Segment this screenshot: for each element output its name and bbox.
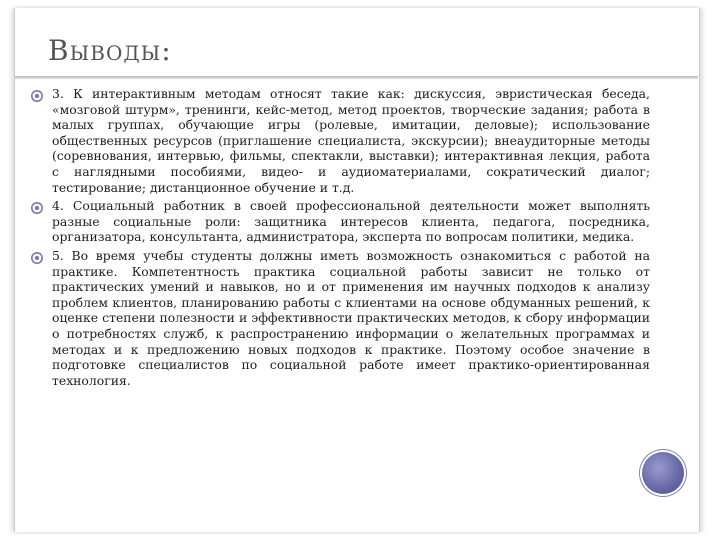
bullet-text: 5. Во время учебы студенты должны иметь возможность ознакомиться с работой на практике. Компетентность практика социальной работы зависит не только от практических умений и навыков, но и от применения им научных подходов к анализу проблем клиентов, планированию работы с клиентами на основе обдуманных решений, к оценке степени полезности и эффективности практических методов, к сбору информации о потребностях служб, к распространению информации о желательных программах и методах и к предложению новых подходов к практике. Поэтому особое значение в подготовке специалистов по социальной работе имеет практико-ориентированная технология. bbox=[52, 247, 650, 388]
bullet-list bbox=[30, 86, 650, 391]
radio-circle-icon bbox=[30, 251, 44, 265]
radio-circle-icon bbox=[30, 201, 44, 215]
purple-dot-icon bbox=[642, 452, 684, 494]
title-divider bbox=[14, 76, 698, 79]
slide-title: Выводы: bbox=[48, 34, 172, 67]
bullet-item bbox=[30, 86, 650, 195]
bullet-text: 4. Социальный работник в своей профессиональной деятельности может выполнять разные социальные роли: защитника интересов клиента, педагога, посредника, организатора, консультанта, администратора, эксперта по вопросам политики, медика. bbox=[52, 198, 650, 245]
bullet-item bbox=[30, 198, 650, 245]
bullet-item bbox=[30, 248, 650, 388]
bullet-text: 3. К интерактивным методам относят такие как: дискуссия, эвристическая беседа, «мозговой штурм», тренинги, кейс-метод, метод проектов, творческие задания; работа в малых группах, обучающие игры (ролевые, имитации, деловые); использование общественных ресурсов (приглашение специалиста, экскурсии); внеаудиторные методы (соревнования, интервью, фильмы, спектакли, выставки); интерактивная лекция, работа с наглядными пособиями, видео- и аудиоматериалами, сократический диалог; тестирование; дистанционное обучение и т.д. bbox=[52, 86, 650, 195]
radio-circle-icon bbox=[30, 89, 44, 103]
